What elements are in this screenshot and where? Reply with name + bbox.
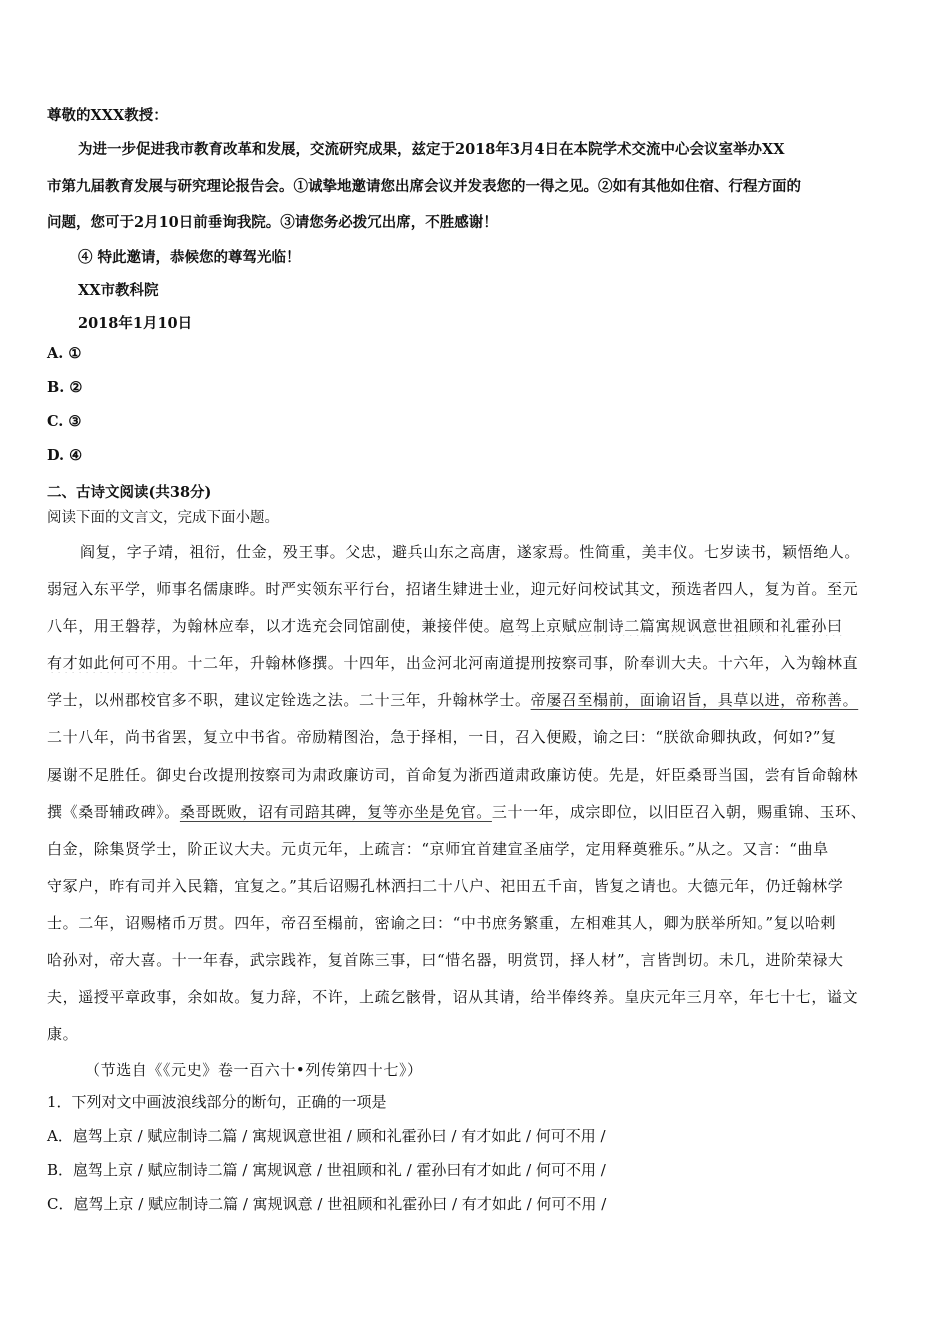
option-a: A. ① — [47, 345, 82, 362]
letter-body-line-3: 问题，您可于2月10日前垂询我院。③请您务必拨冗出席，不胜感谢！ — [47, 214, 498, 231]
underlined-text: 帝屡召至榻前，面谕诏旨，具草以进，帝称善。 — [530, 691, 859, 709]
passage-line — [47, 652, 905, 673]
passage-text: 三十一年，成宗即位，以旧臣召入朝，赐重锦、玉环、 — [491, 803, 867, 821]
letter-closing: ④ 特此邀请，恭候您的尊驾光临！ — [78, 249, 301, 266]
passage-line — [47, 689, 905, 710]
letter-body-line-1: 为进一步促进我市教育改革和发展，交流研究成果，兹定于2018年3月4日在本院学术交流中心会议室举办XX — [78, 141, 785, 158]
passage-line — [47, 615, 905, 636]
letter-body-line-2: 市第九届教育发展与研究理论报告会。①诚挚地邀请您出席会议并发表您的一得之见。②如有其他如住宿、行程方面的 — [47, 178, 801, 195]
passage-line: 弱冠入东平学，师事名儒康晔。时严实领东平行台，招诸生肄进士业，迎元好问校试其文，预选者四人，复为首。至元 — [47, 580, 859, 598]
passage-line: 士。二年，诏赐楮币万贯。四年，帝召至榻前，密谕之曰：“中书庶务繁重，左相难其人，卿为朕举所知。”复以哈剌 — [47, 914, 837, 932]
passage-line: 哈孙对，帝大喜。十一年春，武宗践祚，复首陈三事，曰“惜名器，明赏罚，择人材”，言皆剀切。未几，进阶荣禄大 — [47, 951, 844, 969]
question-1-stem: 1．下列对文中画波浪线部分的断句，正确的一项是 — [47, 1093, 387, 1111]
section-title: 二、古诗文阅读(共38分) — [47, 484, 212, 501]
letter-signer: XX市教科院 — [78, 282, 159, 299]
wavy-underlined-text: 有才如此何可不用 — [47, 654, 172, 672]
letter-salutation: 尊敬的XXX教授： — [47, 107, 168, 124]
letter-date: 2018年1月10日 — [78, 315, 193, 332]
section-instruction: 阅读下面的文言文，完成下面小题。 — [47, 510, 279, 526]
passage-line — [47, 801, 905, 822]
underlined-text: 桑哥既败，诏有司踣其碑，复等亦坐是免官。 — [179, 803, 492, 821]
passage-line: 康。 — [47, 1025, 79, 1043]
option-c: C. ③ — [47, 413, 82, 430]
passage-line: 夫，遥授平章政事，余如故。复力辞，不许，上疏乞骸骨，诏从其请，给半俸终养。皇庆元年三月卒，年七十七，谥文 — [47, 988, 859, 1006]
question-1-option-c: C．扈驾上京 / 赋应制诗二篇 / 寓规讽意 / 世祖顾和礼霍孙曰 / 有才如此 / 何可不用 / — [47, 1195, 607, 1213]
passage-text: 。十二年，升翰林修撰。十四年，出佥河北河南道提刑按察司事，阶奉训大夫。十六年，入为翰林直 — [171, 654, 859, 672]
option-b: B. ② — [47, 379, 83, 396]
passage-source: （节选自《《元史》卷一百六十•列传第四十七》） — [85, 1061, 423, 1079]
passage-line: 守冢户，昨有司并入民籍，宜复之。”其后诏赐孔林洒扫二十八户、祀田五千亩，皆复之请也。大德元年，仍迁翰林学 — [47, 877, 844, 895]
passage-line: 阎复，字子靖，祖衍，仕金，殁王事。父忠，避兵山东之高唐，遂家焉。性简重，美丰仪。七岁读书，颖悟绝人。 — [80, 543, 861, 561]
question-1-option-b: B．扈驾上京 / 赋应制诗二篇 / 寓规讽意 / 世祖顾和礼 / 霍孙曰有才如此 / 何可不用 / — [47, 1161, 606, 1179]
passage-line: 屡谢不足胜任。御史台改提刑按察司为肃政廉访司，首命复为浙西道肃政廉访使。先是，奸臣桑哥当国，尝有旨命翰林 — [47, 766, 859, 784]
passage-text: 学士，以州郡校官多不职，建议定铨选之法。二十三年，升翰林学士。 — [47, 691, 531, 709]
wavy-underlined-text: 扈驾上京赋应制诗二篇寓规讽意世祖顾和礼霍孙曰 — [499, 617, 843, 635]
passage-text: 撰《桑哥辅政碑》。 — [47, 803, 180, 821]
question-1-option-a: A．扈驾上京 / 赋应制诗二篇 / 寓规讽意世祖 / 顾和礼霍孙曰 / 有才如此 / 何可不用 / — [47, 1127, 606, 1145]
option-d: D. ④ — [47, 447, 83, 464]
passage-line: 白金，除集贤学士，阶正议大夫。元贞元年，上疏言：“京师宜首建宣圣庙学，定用释奠雅乐。”从之。又言：“曲阜 — [47, 840, 829, 858]
passage-line: 二十八年，尚书省罢，复立中书省。帝励精图治，急于择相，一日，召入便殿，谕之曰：“朕欲命卿执政，何如?”复 — [47, 728, 837, 746]
passage-text: 八年，用王磐荐，为翰林应奉，以才选充会同馆副使，兼接伴使。 — [47, 617, 500, 635]
